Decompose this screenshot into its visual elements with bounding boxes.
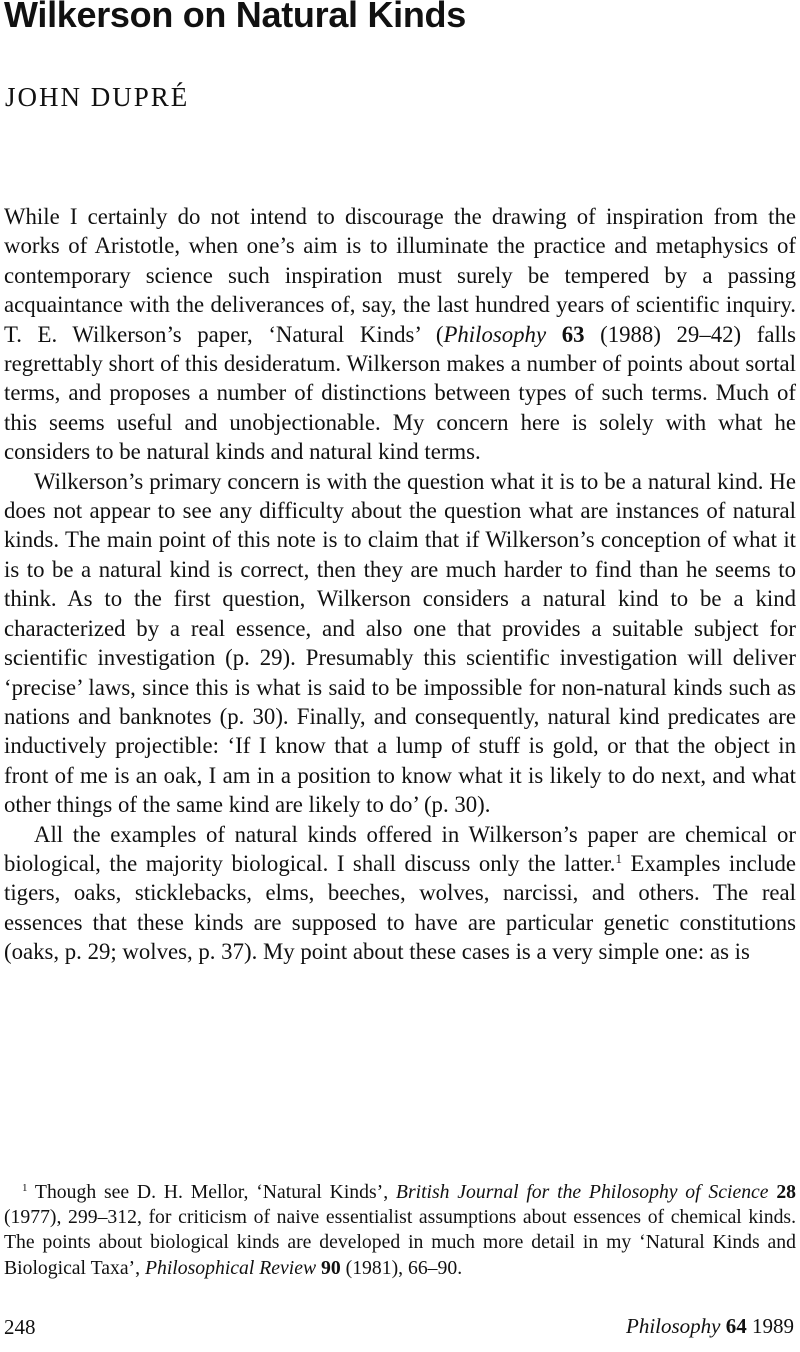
footer-volume: 64 (725, 1314, 747, 1338)
paragraph-2: Wilkerson’s primary concern is with the question what it is to be a natural kind. He does not appear to see any difficulty about the question what are instances of natural kinds. The main point of this note is to claim that if Wilkerson’s conception of what it is to be a natural kind is correct, then they are much harder to find than he seems to think. As to the first question, Wilkerson considers a natural kind to be a kind characterized by a real essence, and also one that provides a suitable subject for scientific investigation (p. 29). Presumably this scientific investigation will deliver ‘precise’ laws, since this is what is said to be impossible for non-natural kinds such as nations and banknotes (p. 30). Finally, and consequently, natural kind predicates are inductively projectible: ‘If I know that a lump of stuff is gold, or that the object in front of me is an oak, I am in a position to know what it is likely to do next, and what other things of the same kind are likely to do’ (p. 30). (4, 468, 796, 818)
footer-journal-name: Philosophy (626, 1314, 721, 1338)
author-name: JOHN DUPRÉ (5, 82, 190, 112)
journal-footer (626, 1314, 794, 1339)
article-title: Wilkerson on Natural Kinds (4, 0, 466, 35)
paragraph-3-text-b: Examples include tigers, oaks, sticklebacks, elms, beeches, wolves, narcissi, and others. The real essences that these kinds are supposed to have are particular genetic constitutions (oaks, p. 29; wolves, p. 37). My point about these cases is a very simple one: as is (4, 850, 796, 965)
footnote-1 (4, 1180, 796, 1281)
footer-year: 1989 (752, 1314, 794, 1338)
footnote-reference[interactable]: 1 (615, 850, 622, 866)
footnote-volume-1: 28 (776, 1181, 797, 1203)
footnote-text-b: (1977), 299–312, for criticism of naive essentialist assumptions about essences of chemical kinds. The points about biological kinds are developed in much more detail in my ‘Natural Kinds and Biological Taxa’, (4, 1206, 796, 1279)
cited-volume: 63 (561, 321, 585, 347)
paragraph-3-text-a: All the examples of natural kinds offered in Wilkerson’s paper are chemical or biological, the majority biological. I shall discuss only the latter. (4, 821, 796, 876)
paragraph-1-text-a: While I certainly do not intend to discourage the drawing of inspiration from the works of Aristotle, when one’s aim is to illuminate the practice and metaphysics of contemporary science such inspiration must surely be tempered by a passing acquaintance with the deliverances of, say, the last hundred years of scientific inquiry. T. E. Wilkerson’s paper, ‘Natural Kinds’ ( (4, 204, 796, 347)
paragraph-1 (4, 202, 796, 467)
cited-journal: Philosophy (443, 321, 547, 347)
footnote-mark: 1 (22, 1182, 28, 1194)
paragraph-3 (4, 820, 796, 967)
article-body (4, 202, 796, 967)
footnote-journal-1: British Journal for the Philosophy of Science (395, 1181, 769, 1203)
paragraph-1-text-b: (1988) 29–42) falls regrettably short of this desideratum. Wilkerson makes a number of points about sortal terms, and proposes a number of distinctions between types of such terms. Much of this seems useful and unobjectionable. My concern here is solely with what he considers to be natural kinds and natural kind terms. (4, 321, 796, 465)
footnote-volume-2: 90 (321, 1256, 341, 1279)
page-number: 248 (4, 1315, 36, 1339)
footnote-text-c: (1981), 66–90. (340, 1256, 463, 1279)
footnote-text-a: Though see D. H. Mellor, ‘Natural Kinds’, (27, 1181, 396, 1203)
footnote-journal-2: Philosophical Review (144, 1256, 317, 1279)
